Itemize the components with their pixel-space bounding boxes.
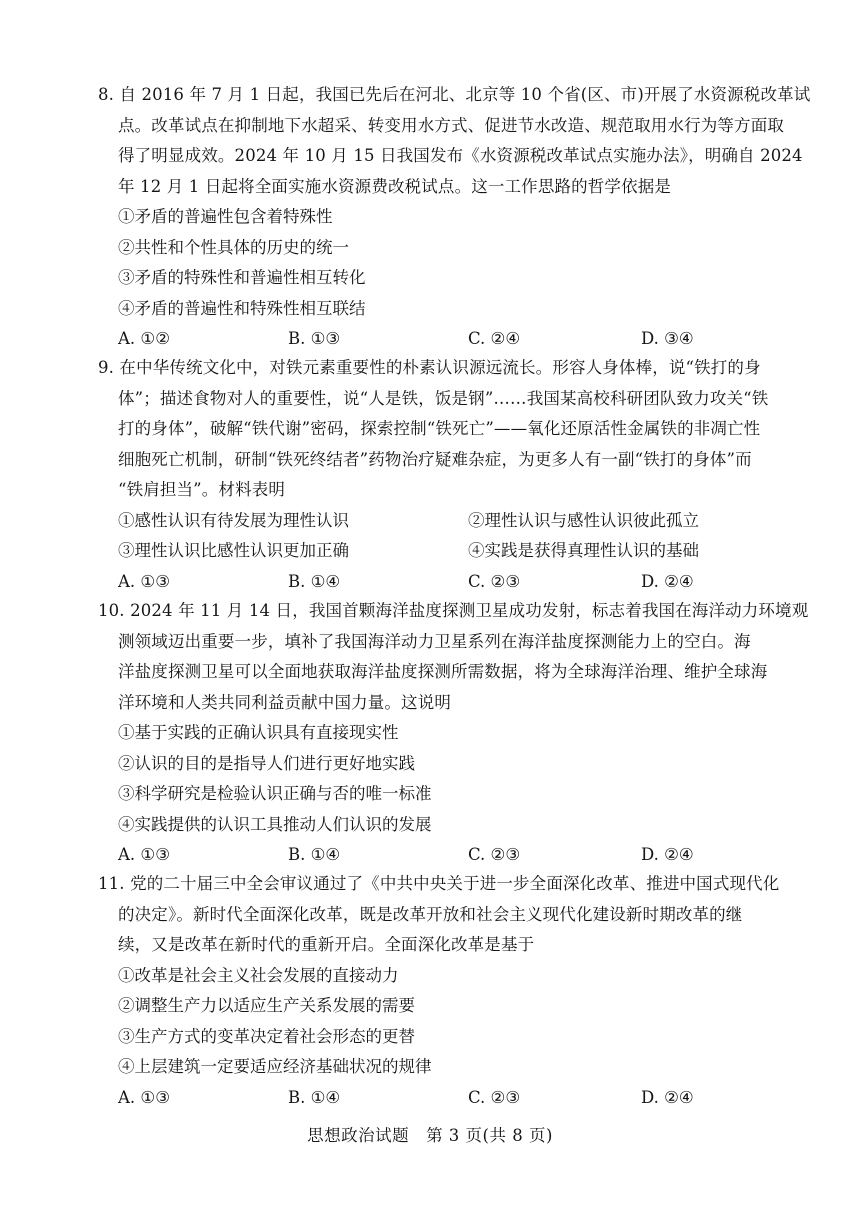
question-stem-line: 的决定》。新时代全面深化改革，既是改革开放和社会主义现代化建设新时期改革的继	[118, 904, 743, 924]
question-stem-line: 打的身体”，破解“铁代谢”密码，探索控制“铁死亡”——氧化还原活性金属铁的非凋亡性	[118, 419, 761, 438]
question-stem-line: 洋盐度探测卫星可以全面地获取海洋盐度探测所需数据，将为全球海洋治理、维护全球海	[118, 662, 768, 681]
statement-option: ③科学研究是检验认识正确与否的唯一标准	[118, 784, 432, 803]
statement-option: ③理性认识比感性认识更加正确	[118, 541, 349, 560]
choice-b: B. ①③	[288, 329, 341, 348]
choice-b: B. ①④	[288, 845, 341, 864]
choice-c: C. ②③	[468, 845, 521, 864]
choice-c: C. ②③	[468, 571, 521, 591]
answer-choices	[98, 840, 798, 871]
statement-option-row	[98, 536, 798, 567]
choice-d: D. ②④	[641, 571, 694, 591]
question-stem-line: 年 12 月 1 日起将全面实施水资源费改税试点。这一工作思路的哲学依据是	[118, 176, 672, 196]
statement-option: ②理性认识与感性认识彼此孤立	[468, 510, 699, 530]
page-footer: 思想政治试题 第 3 页(共 8 页)	[307, 1126, 553, 1145]
statement-option: ④实践提供的认识工具推动人们认识的发展	[118, 814, 432, 834]
question-stem-line: “铁肩担当”。材料表明	[118, 480, 286, 499]
answer-choices	[98, 1083, 798, 1114]
choice-a: A. ①③	[118, 571, 170, 591]
question-stem-line: 测领域迈出重要一步，填补了我国海洋动力卫星系列在海洋盐度探测能力上的空白。海	[118, 631, 751, 651]
statement-option: ④矛盾的普遍性和特殊性相互联结	[118, 298, 366, 318]
statement-option: ①矛盾的普遍性包含着特殊性	[118, 207, 333, 226]
statement-option: ③生产方式的变革决定着社会形态的更替	[118, 1026, 415, 1046]
statement-option: ③矛盾的特殊性和普遍性相互转化	[118, 268, 366, 287]
question-stem-line: 细胞死亡机制，研制“铁死终结者”药物治疗疑难杂症，为更多人有一副“铁打的身体”而	[118, 449, 752, 469]
statement-option: ②调整生产力以适应生产关系发展的需要	[118, 996, 415, 1015]
statement-option: ②认识的目的是指导人们进行更好地实践	[118, 753, 415, 773]
question-stem-line: 11. 党的二十届三中全会审议通过了《中共中央关于进一步全面深化改革、推进中国式现代化	[98, 874, 780, 893]
choice-d: D. ②④	[641, 845, 694, 864]
question-stem-line: 得了明显成效。2024 年 10 月 15 日我国发布《水资源税改革试点实施办法》，明确自 2024	[118, 146, 803, 165]
question-11	[98, 869, 798, 1113]
question-stem-line: 点。改革试点在抑制地下水超采、转变用水方式、促进节水改造、规范取用水行为等方面取	[118, 115, 784, 135]
question-9	[98, 353, 798, 597]
answer-choices	[98, 324, 798, 355]
question-10	[98, 596, 809, 871]
question-stem-line: 9. 在中华传统文化中，对铁元素重要性的朴素认识源远流长。形容人身体棒，说“铁打的身	[98, 358, 761, 377]
answer-choices	[98, 567, 798, 598]
choice-d: D. ②④	[641, 1087, 694, 1107]
statement-option: ①感性认识有待发展为理性认识	[118, 510, 349, 530]
choice-b: B. ①④	[288, 1087, 341, 1107]
question-stem-line: 续，又是改革在新时代的重新开启。全面深化改革是基于	[118, 935, 535, 954]
statement-option: ④实践是获得真理性认识的基础	[468, 541, 699, 560]
choice-b: B. ①④	[288, 571, 341, 591]
question-stem-line: 8. 自 2016 年 7 月 1 日起，我国已先后在河北、北京等 10 个省(区、市)开展了水资源税改革试	[98, 85, 811, 104]
choice-c: C. ②④	[468, 329, 521, 348]
statement-option: ①改革是社会主义社会发展的直接动力	[118, 965, 399, 985]
statement-option: ①基于实践的正确认识具有直接现实性	[118, 723, 399, 742]
question-8	[98, 80, 811, 355]
choice-a: A. ①③	[118, 845, 170, 864]
choice-a: A. ①②	[118, 329, 170, 348]
choice-a: A. ①③	[118, 1087, 170, 1107]
choice-c: C. ②③	[468, 1087, 521, 1107]
question-stem-line: 10. 2024 年 11 月 14 日，我国首颗海洋盐度探测卫星成功发射，标志着我国在海洋动力环境观	[98, 601, 809, 620]
statement-option: ④上层建筑一定要适应经济基础状况的规律	[118, 1057, 432, 1076]
statement-option: ②共性和个性具体的历史的统一	[118, 237, 349, 257]
statement-option-row	[98, 506, 798, 537]
choice-d: D. ③④	[641, 329, 694, 348]
question-stem-line: 洋环境和人类共同利益贡献中国力量。这说明	[118, 692, 451, 712]
question-stem-line: 体”；描述食物对人的重要性，说“人是铁，饭是钢”……我国某高校科研团队致力攻关“铁	[118, 388, 769, 408]
